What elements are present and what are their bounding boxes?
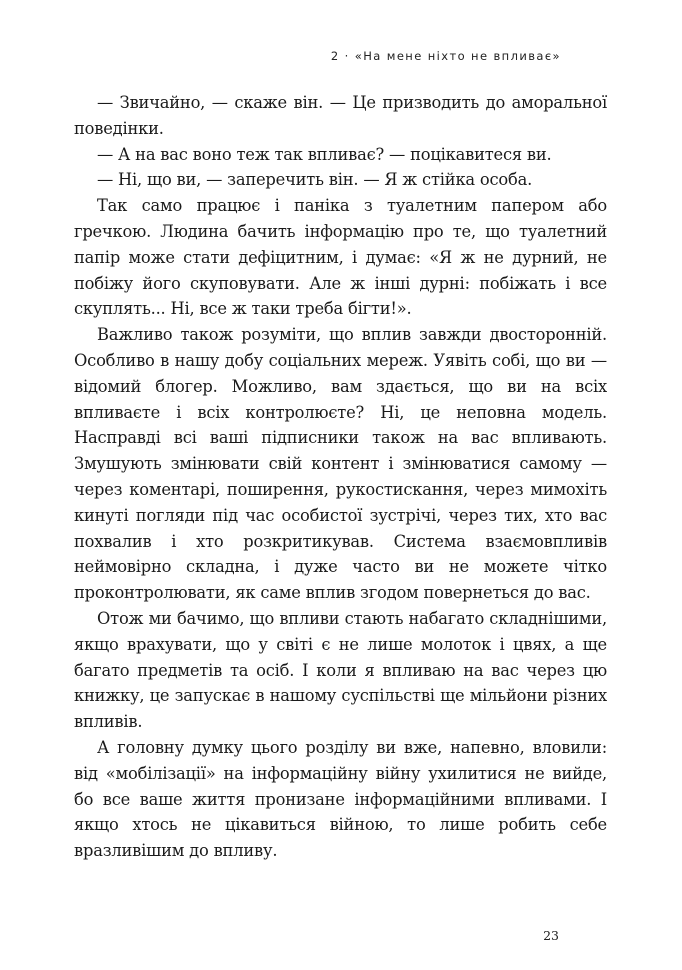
paragraph: Отож ми бачимо, що впливи стають набагато складнішими, якщо врахувати, що у світі є не лише молоток і цвях, а ще багато предметів та осіб. І коли я впливаю на вас через цю книжку, це запускає в нашому суспільстві ще мільйони різних впливів.: [74, 608, 607, 732]
dialogue-line: — Звичайно, — скаже він. — Це призводить до аморальної поведінки.: [74, 93, 607, 138]
dialogue-line: — А на вас воно теж так впливає? — поцікавитеся ви.: [97, 144, 552, 164]
paragraph: Так само працює і паніка з туалетним папером або гречкою. Людина бачить інформацію про те, що туалетний папір може стати дефіцитним, і думає: «Я ж не дурний, не побіжу його скуповувати. Але ж інші дурні: побіжать і все скуплять... Ні, все ж таки треба бігти!».: [74, 196, 607, 319]
running-head: 2 · «На мене ніхто не впливає»: [330, 49, 561, 63]
dialogue-line: — Ні, що ви, — заперечить він. — Я ж стійка особа.: [97, 170, 533, 190]
page-number: 23: [543, 928, 559, 943]
paragraph: Важливо також розуміти, що вплив завжди двосторонній. Особливо в нашу добу соціальних мереж. Уявіть собі, що ви — відомий блогер. Можливо, вам здається, що ви на всіх впливаєте і всіх контролюєте? Ні, це неповна модель. Насправді всі ваші підписники також на вас впливають. Змушують змінювати свій контент і змінюватися самому — через коментарі, поширення, рукостискання, через мимохіть кинуті погляди під час особистої зустрічі, через тих, хто вас похвалив і хто розкритикував. Система взаємовпливів неймовірно складна, і дуже часто ви не можете чітко проконтролювати, як саме вплив згодом повернеться до вас.: [74, 325, 607, 603]
paragraph: А головну думку цього розділу ви вже, напевно, вловили: від «мобілізації» на інформаційну війну ухилитися не вийде, бо все ваше життя пронизане інформаційними впливами. І якщо хтось не цікавиться війною, то лише робить себе вразливішим до впливу.: [74, 737, 607, 861]
body-text: [74, 90, 607, 864]
